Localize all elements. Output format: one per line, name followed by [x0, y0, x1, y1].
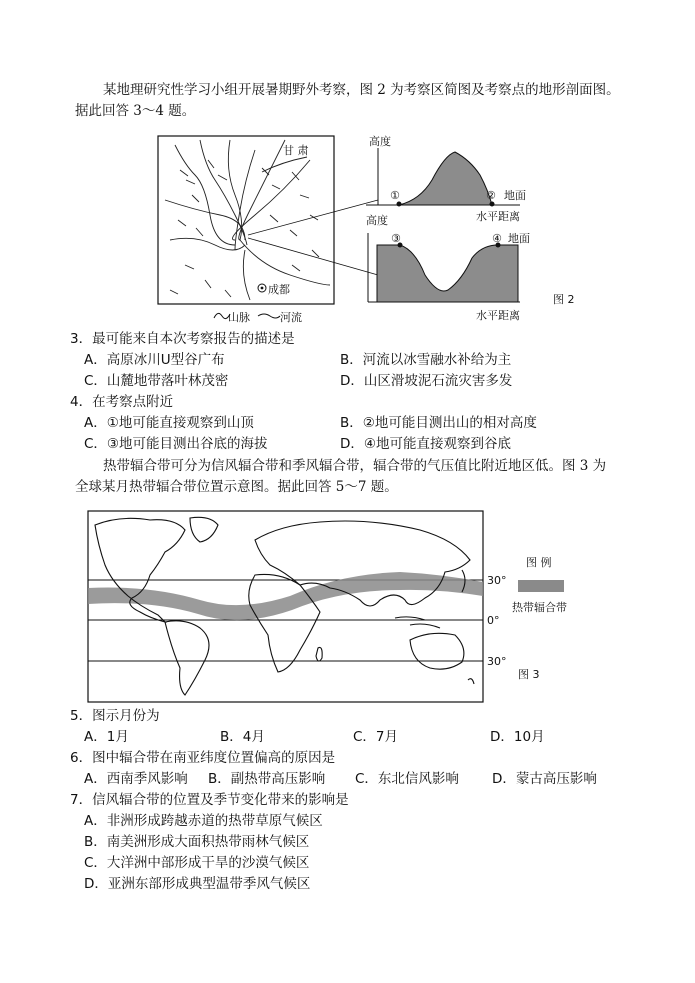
- legend-river-label: 河流: [280, 311, 302, 324]
- intro2-line1: 热带辐合带可分为信风辐合带和季风辐合带，辐合带的气压值比附近地区低。图 3 为: [103, 458, 607, 474]
- q5-option-b[interactable]: B．4月: [220, 729, 265, 745]
- q6-option-a[interactable]: A．西南季风影响: [84, 771, 188, 787]
- lat-30n-label: 30°: [487, 574, 507, 587]
- q4-option-b[interactable]: B．②地可能目测出山的相对高度: [340, 415, 537, 431]
- intro2-line2: 全球某月热带辐合带位置示意图。据此回答 5～7 题。: [75, 479, 398, 495]
- q5-option-a[interactable]: A．1月: [84, 729, 129, 745]
- q3-stem: 3．最可能来自本次考察报告的描述是: [70, 331, 295, 347]
- q3-option-a[interactable]: A．高原冰川U型谷广布: [84, 352, 225, 368]
- point-4: ④: [492, 232, 502, 245]
- legend-title: 图 例: [526, 556, 552, 569]
- q7-option-b[interactable]: B．南美洲形成大面积热带雨林气候区: [84, 834, 310, 850]
- point-3: ③: [391, 232, 401, 245]
- figure-3-caption: 图 3: [518, 668, 540, 681]
- q4-option-d[interactable]: D．④地可能直接观察到谷底: [340, 436, 511, 452]
- legend-mountain-label: 山脉: [228, 311, 250, 324]
- q3-option-b[interactable]: B．河流以冰雪融水补给为主: [340, 352, 512, 368]
- q5-option-d[interactable]: D．10月: [490, 729, 545, 745]
- legend-itcz-label: 热带辐合带: [512, 601, 567, 614]
- lat-30s-label: 30°: [487, 655, 507, 668]
- city-label: 成都: [268, 283, 290, 296]
- horiz-label-2: 水平距离: [476, 309, 520, 322]
- q7-option-a[interactable]: A．非洲形成跨越赤道的热带草原气候区: [84, 813, 323, 829]
- legend-itcz-swatch: [518, 580, 564, 592]
- height-label-2: 高度: [366, 214, 388, 227]
- q4-stem: 4．在考察点附近: [70, 394, 174, 410]
- q5-option-c[interactable]: C．7月: [353, 729, 399, 745]
- height-label-1: 高度: [369, 135, 391, 148]
- q6-option-d[interactable]: D．蒙古高压影响: [492, 771, 597, 787]
- q4-option-c[interactable]: C．③地可能目测出谷底的海拔: [84, 436, 268, 452]
- q7-stem: 7．信风辐合带的位置及季节变化带来的影响是: [70, 792, 349, 808]
- q6-option-b[interactable]: B．副热带高压影响: [208, 771, 326, 787]
- province-label: 甘 肃: [283, 144, 309, 157]
- q7-option-c[interactable]: C．大洋洲中部形成干旱的沙漠气候区: [84, 855, 310, 871]
- intro1-line1: 某地理研究性学习小组开展暑期野外考察，图 2 为考察区简图及考察点的地形剖面图。: [103, 82, 620, 98]
- lat-0-label: 0°: [487, 614, 500, 627]
- q7-option-d[interactable]: D．亚洲东部形成典型温带季风气候区: [84, 876, 311, 892]
- q5-stem: 5．图示月份为: [70, 708, 160, 724]
- q6-option-c[interactable]: C．东北信风影响: [355, 771, 459, 787]
- horiz-label-1: 水平距离: [476, 210, 520, 223]
- figure-2-caption: 图 2: [553, 293, 575, 306]
- q3-option-d[interactable]: D．山区滑坡泥石流灾害多发: [340, 373, 513, 389]
- q4-option-a[interactable]: A．①地可能直接观察到山顶: [84, 415, 254, 431]
- intro1-line2: 据此回答 3～4 题。: [75, 103, 196, 119]
- point-2: ②: [486, 189, 496, 202]
- q6-stem: 6．图中辐合带在南亚纬度位置偏高的原因是: [70, 750, 336, 766]
- ground-label-1: 地面: [504, 189, 526, 202]
- q3-option-c[interactable]: C．山麓地带落叶林茂密: [84, 373, 229, 389]
- ground-label-2: 地面: [508, 232, 530, 245]
- point-1: ①: [390, 189, 400, 202]
